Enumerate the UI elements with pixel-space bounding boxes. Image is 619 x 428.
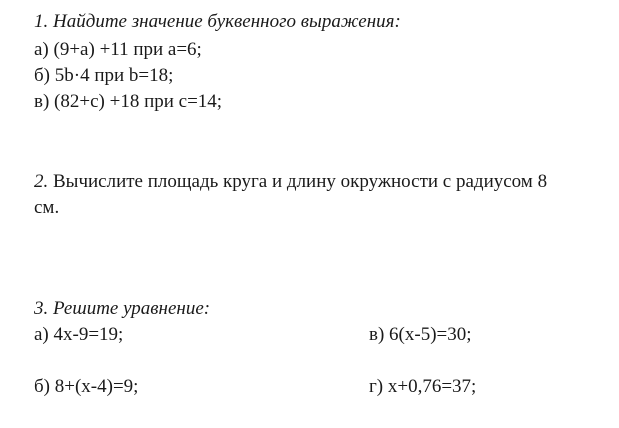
task3-heading: [34, 298, 210, 320]
task2-text: Вычислите площадь круга и длину окружности с радиусом 8: [53, 171, 548, 192]
task3-number: 3.: [34, 298, 49, 319]
task3-item-g: г) х+0,76=37;: [369, 376, 477, 397]
task1-title: Найдите значение буквенного выражения:: [53, 11, 401, 32]
task3-item-a: а) 4х-9=19;: [34, 324, 124, 345]
task1-number: 1.: [34, 11, 49, 32]
task3-item-v: в) 6(х-5)=30;: [369, 324, 472, 345]
task1-item-b: б) 5b·4 при b=18;: [34, 65, 174, 86]
task2-line1: [34, 171, 547, 193]
task3-title: Решите уравнение:: [53, 298, 211, 319]
task1-heading: [34, 11, 401, 33]
task2-number: 2.: [34, 171, 49, 192]
task1-item-a: а) (9+а) +11 при а=6;: [34, 39, 202, 60]
task1-item-v: в) (82+с) +18 при с=14;: [34, 91, 223, 112]
task2-line2: см.: [34, 197, 60, 218]
task3-item-b: б) 8+(х-4)=9;: [34, 376, 139, 397]
